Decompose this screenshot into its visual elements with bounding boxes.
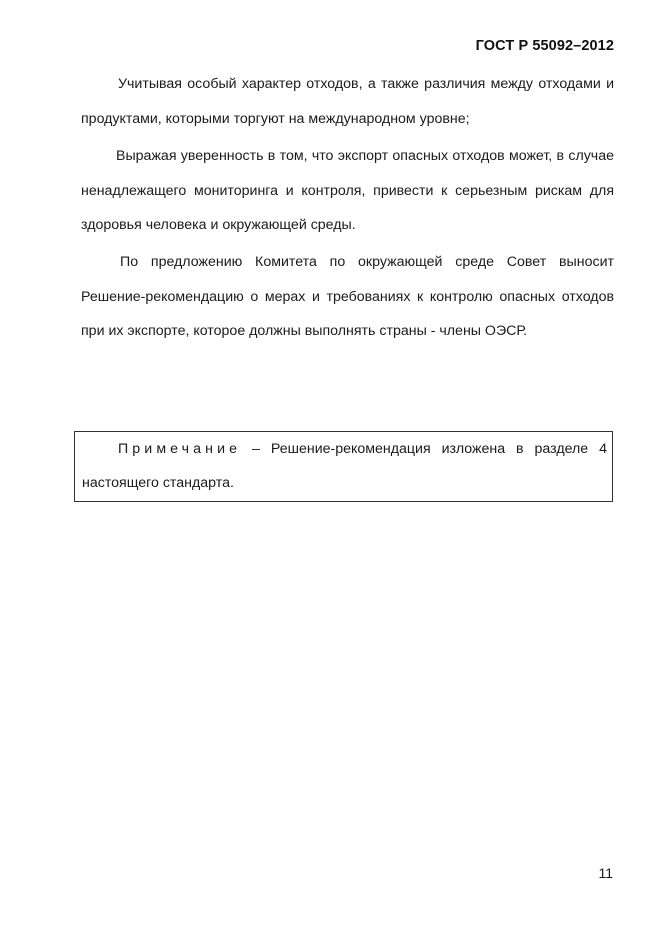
- page-number: 11: [598, 865, 613, 881]
- note-content: [82, 432, 607, 500]
- paragraph-3-text: По предложению Комитета по окружающей среде Совет выносит Решение-рекомендацию о мерах и требованиях к контролю опасных отходов при их экспорте, которое должны выполнять страны - члены ОЭСР.: [81, 254, 614, 339]
- paragraph-1-text: Учитывая особый характер отходов, а также различия между отходами и продуктами, которыми торгуют на международном уровне;: [81, 76, 614, 127]
- note-label: Примечание: [118, 441, 242, 457]
- paragraph-1: [81, 67, 614, 136]
- note-text: – Решение-рекомендация изложена в разделе 4 настоящего стандарта.: [82, 441, 607, 491]
- paragraph-2-text: Выражая уверенность в том, что экспорт опасных отходов может, в случае ненадлежащего мониторинга и контроля, привести к серьезным рискам для здоровья человека и окружающей среды.: [81, 148, 614, 233]
- note-box: [74, 431, 613, 502]
- paragraph-3: [81, 245, 614, 349]
- standard-code-header: ГОСТ Р 55092–2012: [475, 38, 614, 54]
- paragraph-2: [81, 139, 614, 243]
